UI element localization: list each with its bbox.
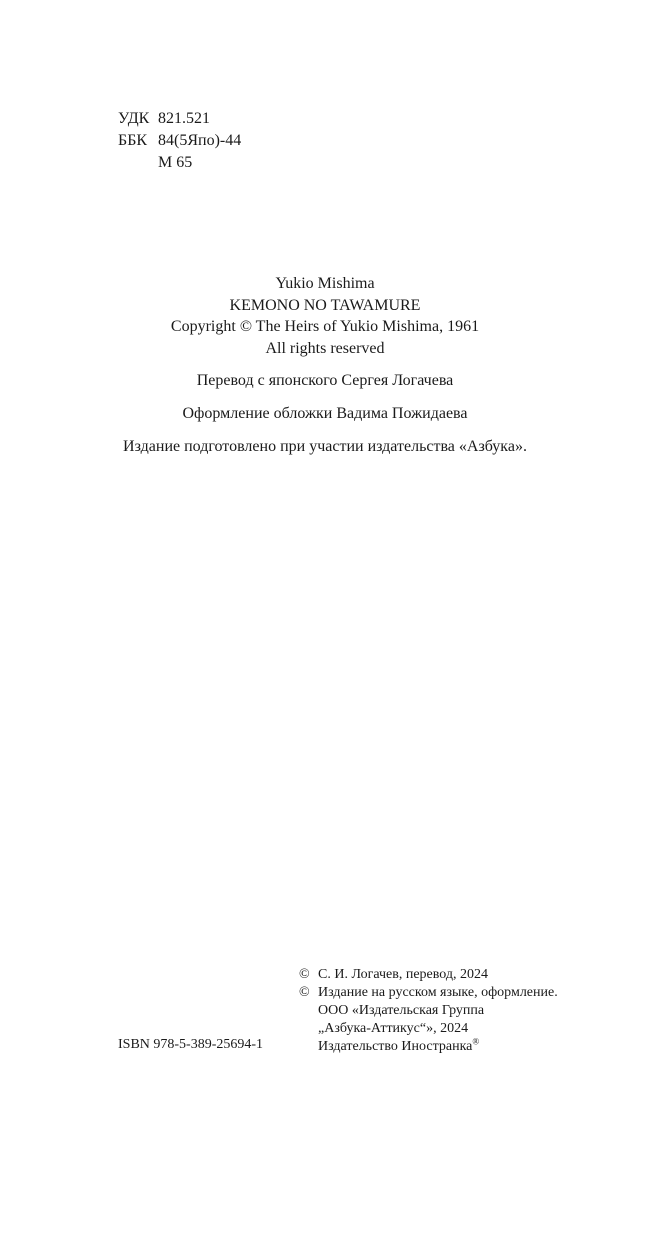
- credits-block: [0, 273, 650, 457]
- author-mark-row: [118, 152, 241, 174]
- edition-copyright: [299, 984, 558, 1002]
- imprint-line: [299, 1038, 558, 1056]
- edition-credit: Издание подготовлено при участии издательства «Азбука».: [123, 438, 527, 455]
- copyright-symbol: ©: [299, 967, 310, 982]
- imprint-name: Издательство Иностранка: [318, 1039, 473, 1054]
- original-title: KEMONO NO TAWAMURE: [229, 296, 421, 314]
- translation-copyright: [299, 966, 558, 984]
- udk-row: [118, 108, 241, 130]
- bbk-label: ББК: [118, 132, 148, 149]
- udk-label: УДК: [118, 110, 150, 127]
- registered-mark: ®: [472, 1036, 480, 1047]
- original-author: Yukio Mishima: [275, 275, 375, 292]
- translation-credit: Перевод с японского Сергея Логачева: [196, 372, 454, 389]
- edition-notice: Издание на русском языке, оформление.: [318, 985, 558, 1000]
- publisher-line-1: ООО «Издательская Группа: [318, 1003, 485, 1018]
- author-mark: М 65: [158, 154, 193, 171]
- publisher-line-2: „Азбука-Аттикус“», 2024: [318, 1021, 469, 1036]
- original-copyright: Copyright © The Heirs of Yukio Mishima, 1961: [170, 318, 480, 335]
- udk-value: 821.521: [158, 110, 210, 127]
- original-edition-info: [0, 273, 650, 359]
- rights-reserved: All rights reserved: [265, 339, 385, 357]
- copyright-notices: [299, 966, 558, 1056]
- cover-design-credit: Оформление обложки Вадима Пожидаева: [182, 405, 468, 422]
- translation-notice: С. И. Логачев, перевод, 2024: [318, 967, 489, 982]
- bbk-value: 84(5Япо)-44: [158, 132, 242, 149]
- isbn: ISBN 978-5-389-25694-1: [118, 1037, 264, 1052]
- copyright-symbol: ©: [299, 985, 310, 1000]
- classification-block: [118, 108, 241, 174]
- bbk-row: [118, 130, 241, 152]
